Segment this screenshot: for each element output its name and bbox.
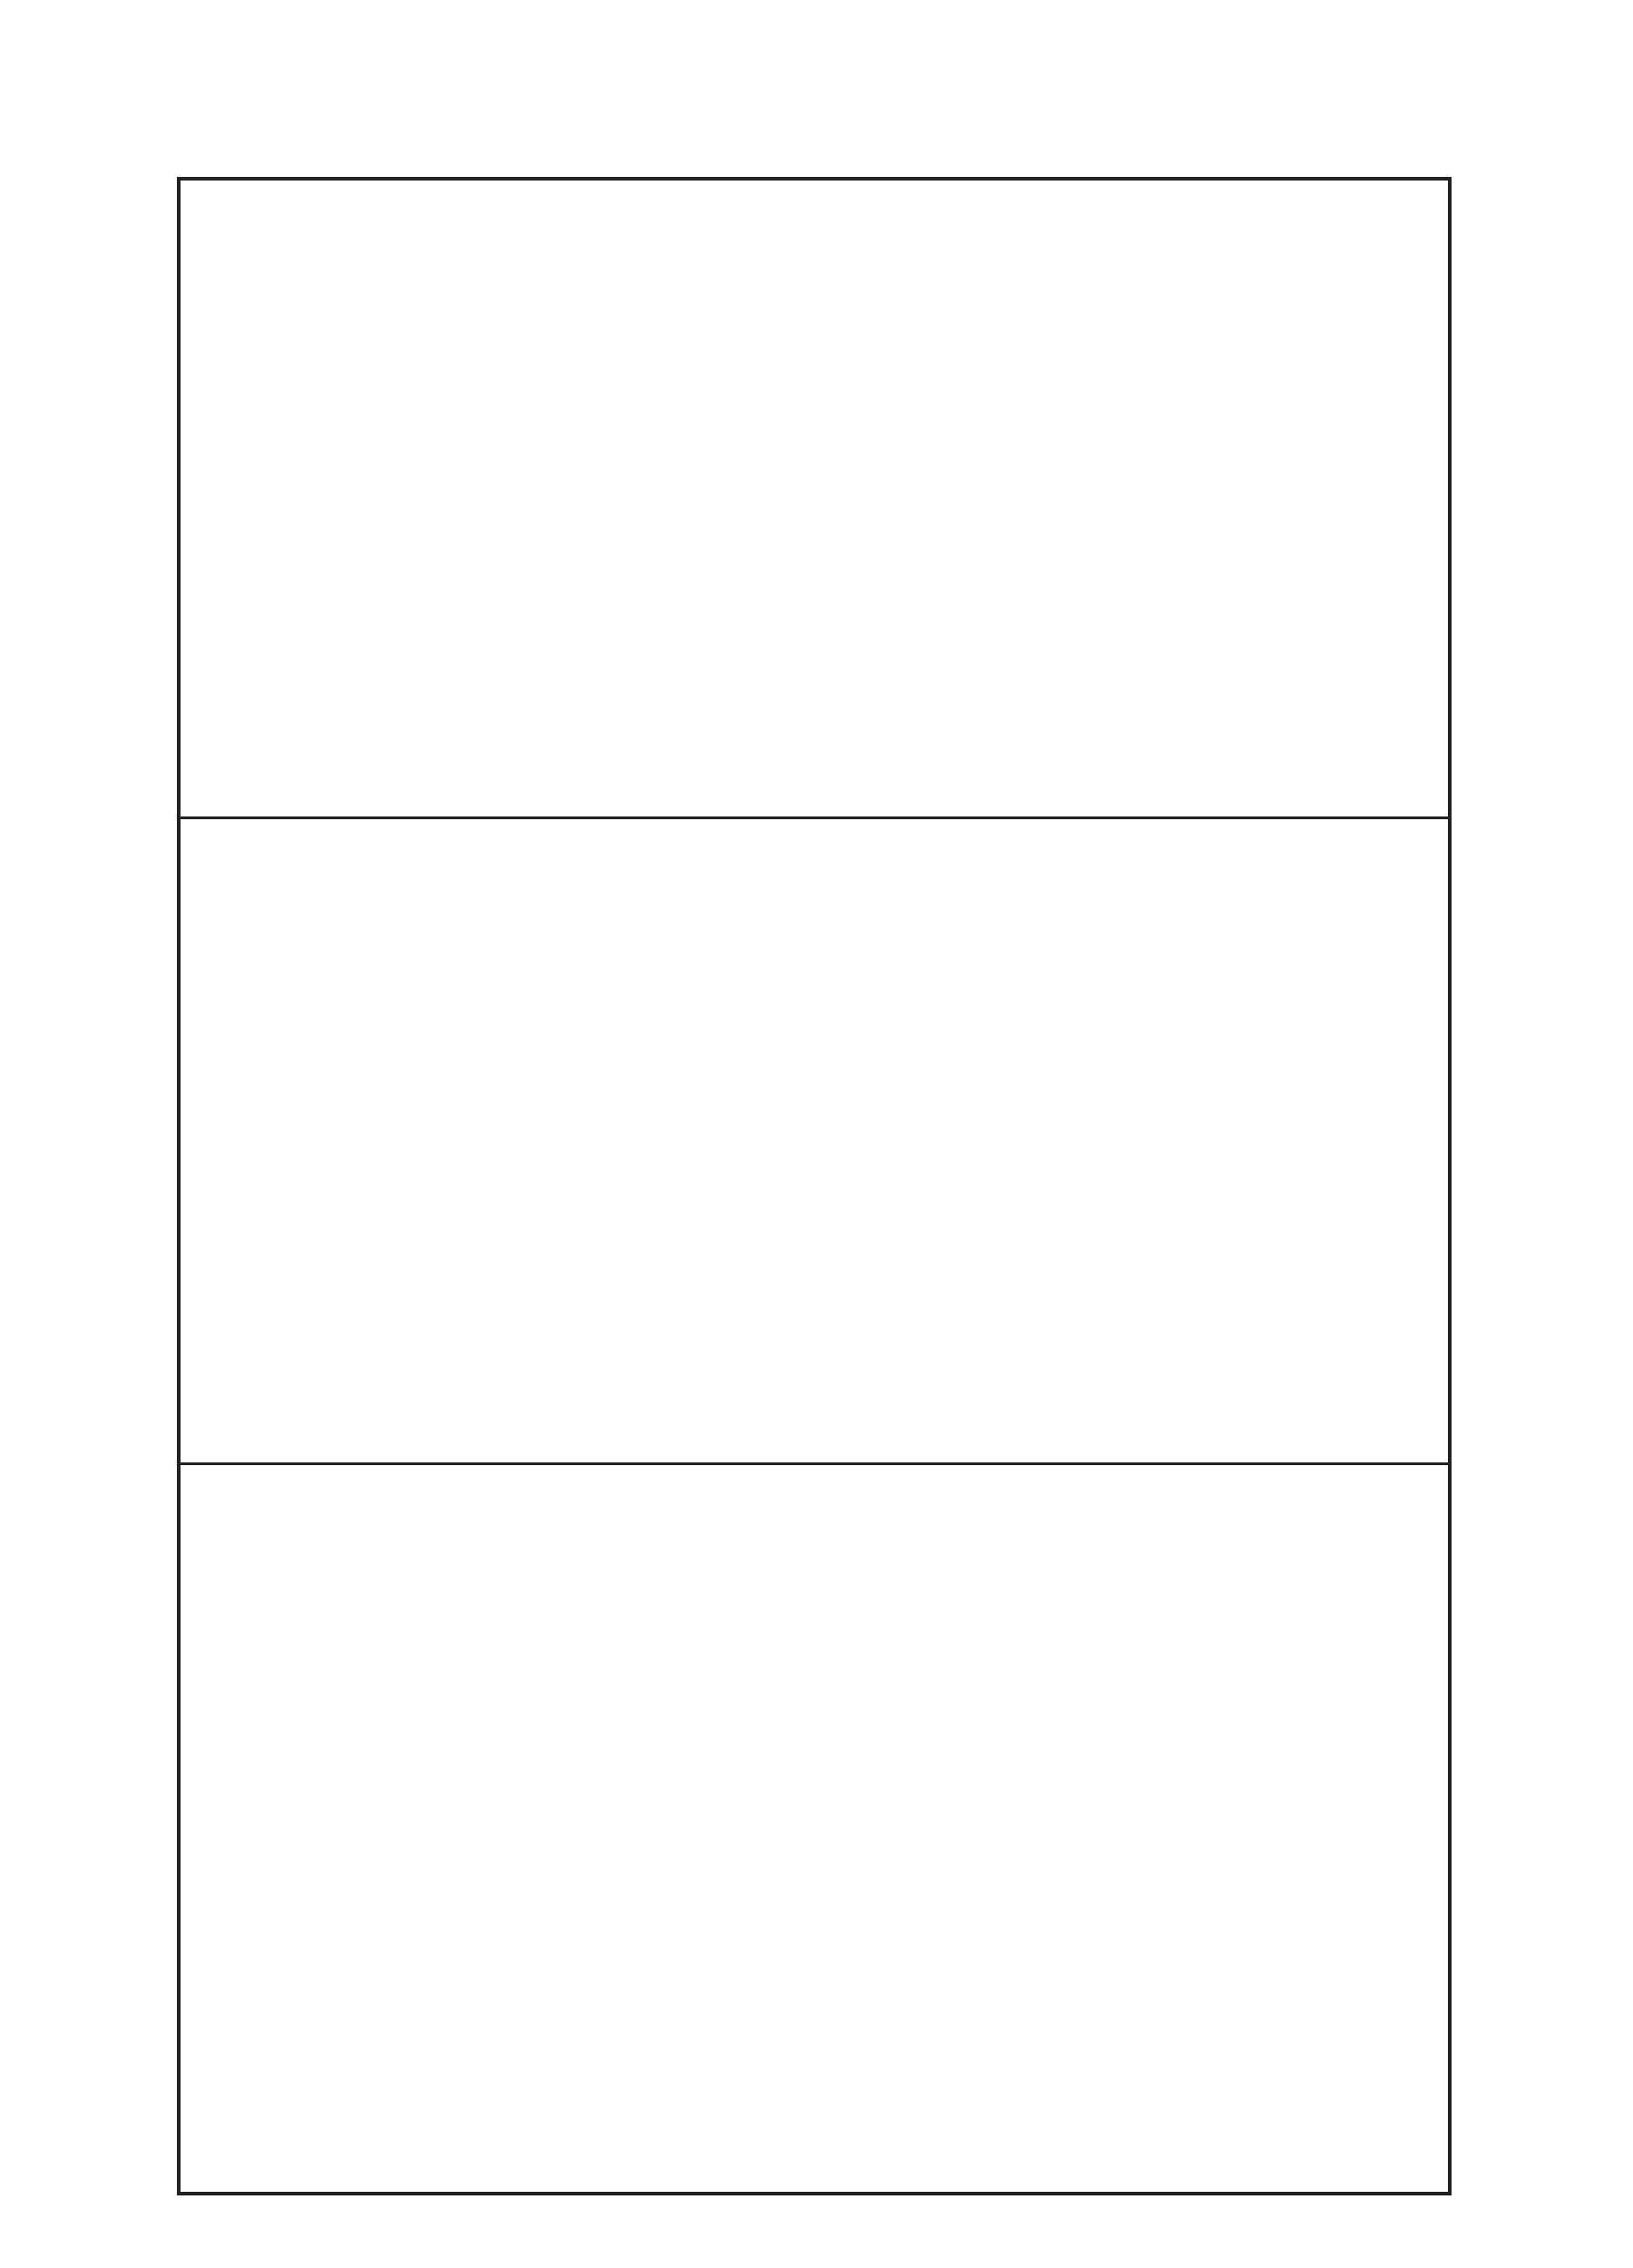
middle-section [186,827,1442,1457]
section-divider-top [177,816,1452,819]
bottom-section-columns [186,1473,1442,2190]
top-section-columns [186,187,1442,811]
taiwan-memory-watermark [934,1207,1279,1306]
section-divider-bottom [177,1462,1452,1465]
top-section [186,187,1442,811]
bottom-section [186,1473,1442,2190]
middle-section-columns [186,827,1442,1457]
